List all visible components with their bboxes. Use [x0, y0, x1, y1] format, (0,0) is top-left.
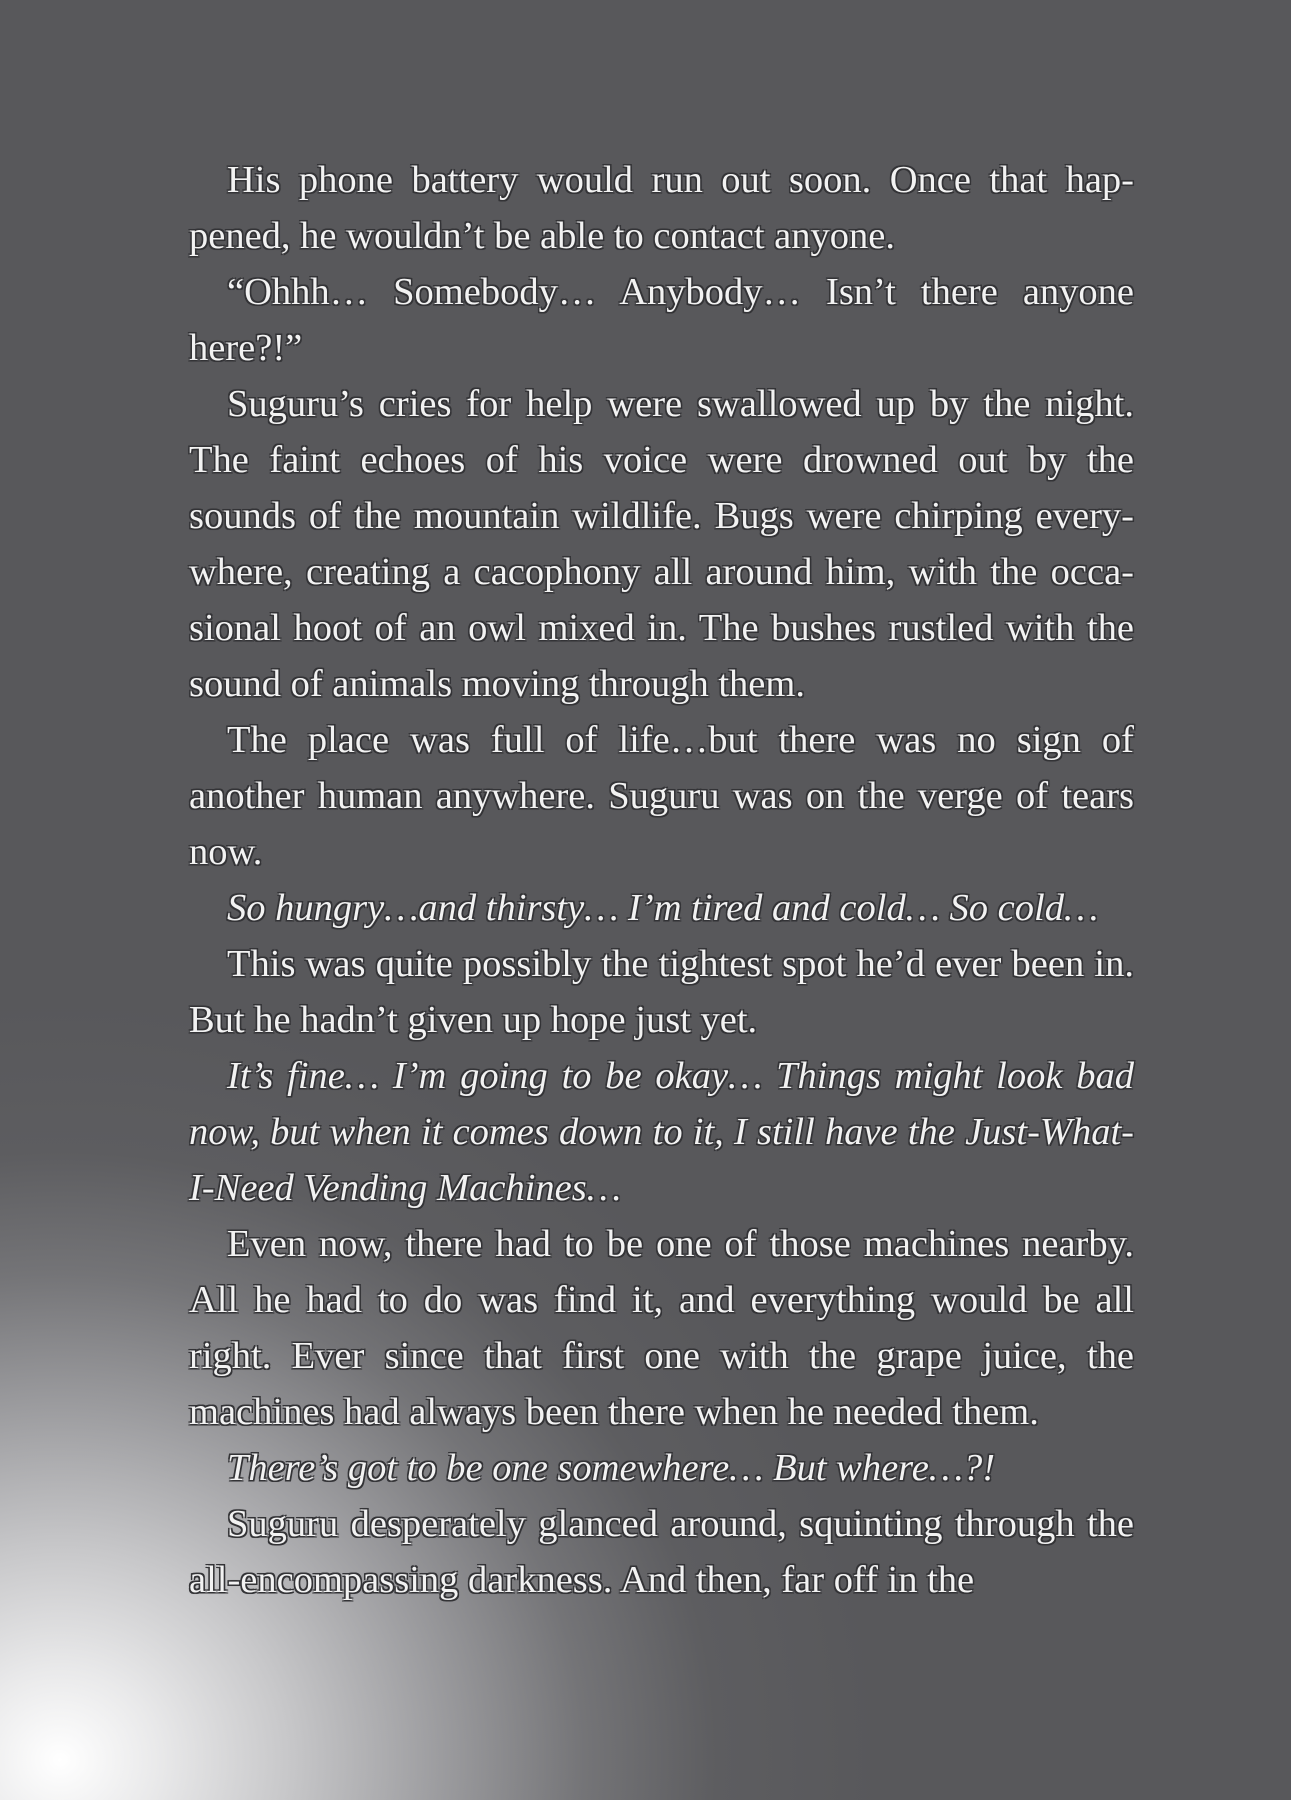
paragraph-3: Suguru’s cries for help were swallowed up by the night. The faint echoes of his voice were drowned out by the sounds of the mountain wildlife. Bugs were chirping every-where, creating a cacophony all around him, with the occa-sional hoot of an owl mixed in. The bushes rustled with the sound of animals moving through them. [189, 383, 1134, 705]
paragraph-8: Even now, there had to be one of those machines nearby. All he had to do was find it, and everything would be all right. Ever since that first one with the grape juice, the machines had always been there when he needed them. [189, 1223, 1134, 1433]
paragraph-5-thought: So hungry…and thirsty… I’m tired and cold… So cold… [227, 887, 1099, 929]
paragraph-7-thought: It’s fine… I’m going to be okay… Things might look bad now, but when it comes down to it, I still have the Just-What-I-Need Vending Machines… [189, 1055, 1134, 1209]
paragraph-4: The place was full of life…but there was no sign of another human anywhere. Suguru was on the verge of tears now. [189, 719, 1134, 873]
paragraph-1: His phone battery would run out soon. Once that hap-pened, he wouldn’t be able to contact anyone. [189, 159, 1134, 257]
paragraph-6: This was quite possibly the tightest spot he’d ever been in. But he hadn’t given up hope just yet. [189, 943, 1134, 1041]
paragraph-10: Suguru desperately glanced around, squinting through the all-encompassing darkness. And then, far off in the [189, 1503, 1134, 1601]
paragraph-9-thought: There’s got to be one somewhere… But where…?! [227, 1447, 996, 1489]
paragraph-2: “Ohhh… Somebody… Anybody… Isn’t there anyone here?!” [189, 271, 1134, 369]
page-text [189, 152, 1134, 1608]
